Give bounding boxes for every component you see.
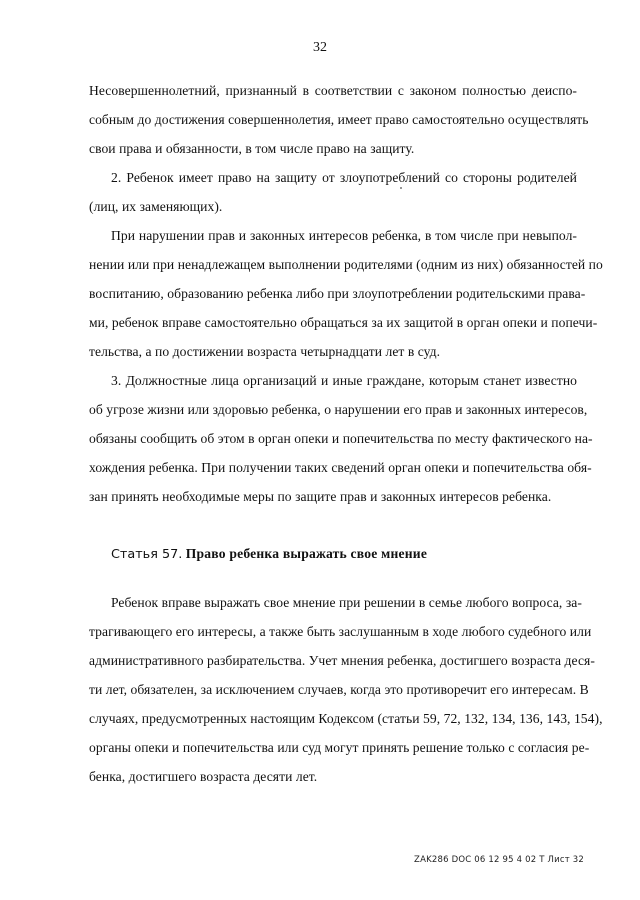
article-number: Статья 57. <box>111 547 183 562</box>
paragraph-line: зан принять необходимые меры по защите прав и законных интересов ребенка. <box>89 489 552 504</box>
paragraph-line: административного разбирательства. Учет мнения ребенка, достигшего возраста деся- <box>89 653 595 668</box>
paragraph-line: собным до достижения совершеннолетия, имеет право самостоятельно осуществлять <box>89 112 589 127</box>
paragraph-line: бенка, достигшего возраста десяти лет. <box>89 769 318 784</box>
document-footer: ZAK286 DOC 06 12 95 4 02 T Лист 32 <box>414 855 584 865</box>
paragraph-line: ми, ребенок вправе самостоятельно обращаться за их защитой в орган опеки и попечи- <box>89 315 598 330</box>
paragraph-line: трагивающего его интересы, а также быть заслушанным в ходе любого судебного или <box>89 624 592 639</box>
article-heading <box>111 545 427 564</box>
paragraph-line: 3. Должностные лица организаций и иные граждане, которым станет известно <box>111 373 577 388</box>
paragraph-line: 2. Ребенок имеет право на защиту от злоупотреблений со стороны родителей <box>111 170 577 185</box>
paragraph-line: (лиц, их заменяющих). <box>89 199 223 214</box>
paragraph-line: При нарушении прав и законных интересов ребенка, в том числе при невыпол- <box>111 228 577 243</box>
paragraph-line: хождения ребенка. При получении таких сведений орган опеки и попечительства обя- <box>89 460 592 475</box>
paragraph-line: ти лет, обязателен, за исключением случаев, когда это противоречит его интересам. В <box>89 682 589 697</box>
scan-speck <box>400 187 402 189</box>
page-number: 32 <box>313 40 327 55</box>
paragraph-line: тельства, а по достижении возраста четырнадцати лет в суд. <box>89 344 441 359</box>
paragraph-line: Ребенок вправе выражать свое мнение при решении в семье любого вопроса, за- <box>111 595 582 610</box>
paragraph-line: случаях, предусмотренных настоящим Кодексом (статьи 59, 72, 132, 134, 136, 143, 154), <box>89 711 603 726</box>
paragraph-line: обязаны сообщить об этом в орган опеки и попечительства по месту фактического на- <box>89 431 593 446</box>
paragraph-line: воспитанию, образованию ребенка либо при злоупотреблении родительскими права- <box>89 286 586 301</box>
paragraph-line: нении или при ненадлежащем выполнении родителями (одним из них) обязанностей по <box>89 257 603 272</box>
paragraph-line: свои права и обязанности, в том числе право на защиту. <box>89 141 415 156</box>
paragraph-line: органы опеки и попечительства или суд могут принять решение только с согласия ре- <box>89 740 590 755</box>
paragraph-line: об угрозе жизни или здоровью ребенка, о нарушении его прав и законных интересов, <box>89 402 588 417</box>
paragraph-line: Несовершеннолетний, признанный в соответствии с законом полностью деиспо- <box>89 83 577 98</box>
article-title: Право ребенка выражать свое мнение <box>185 546 428 561</box>
